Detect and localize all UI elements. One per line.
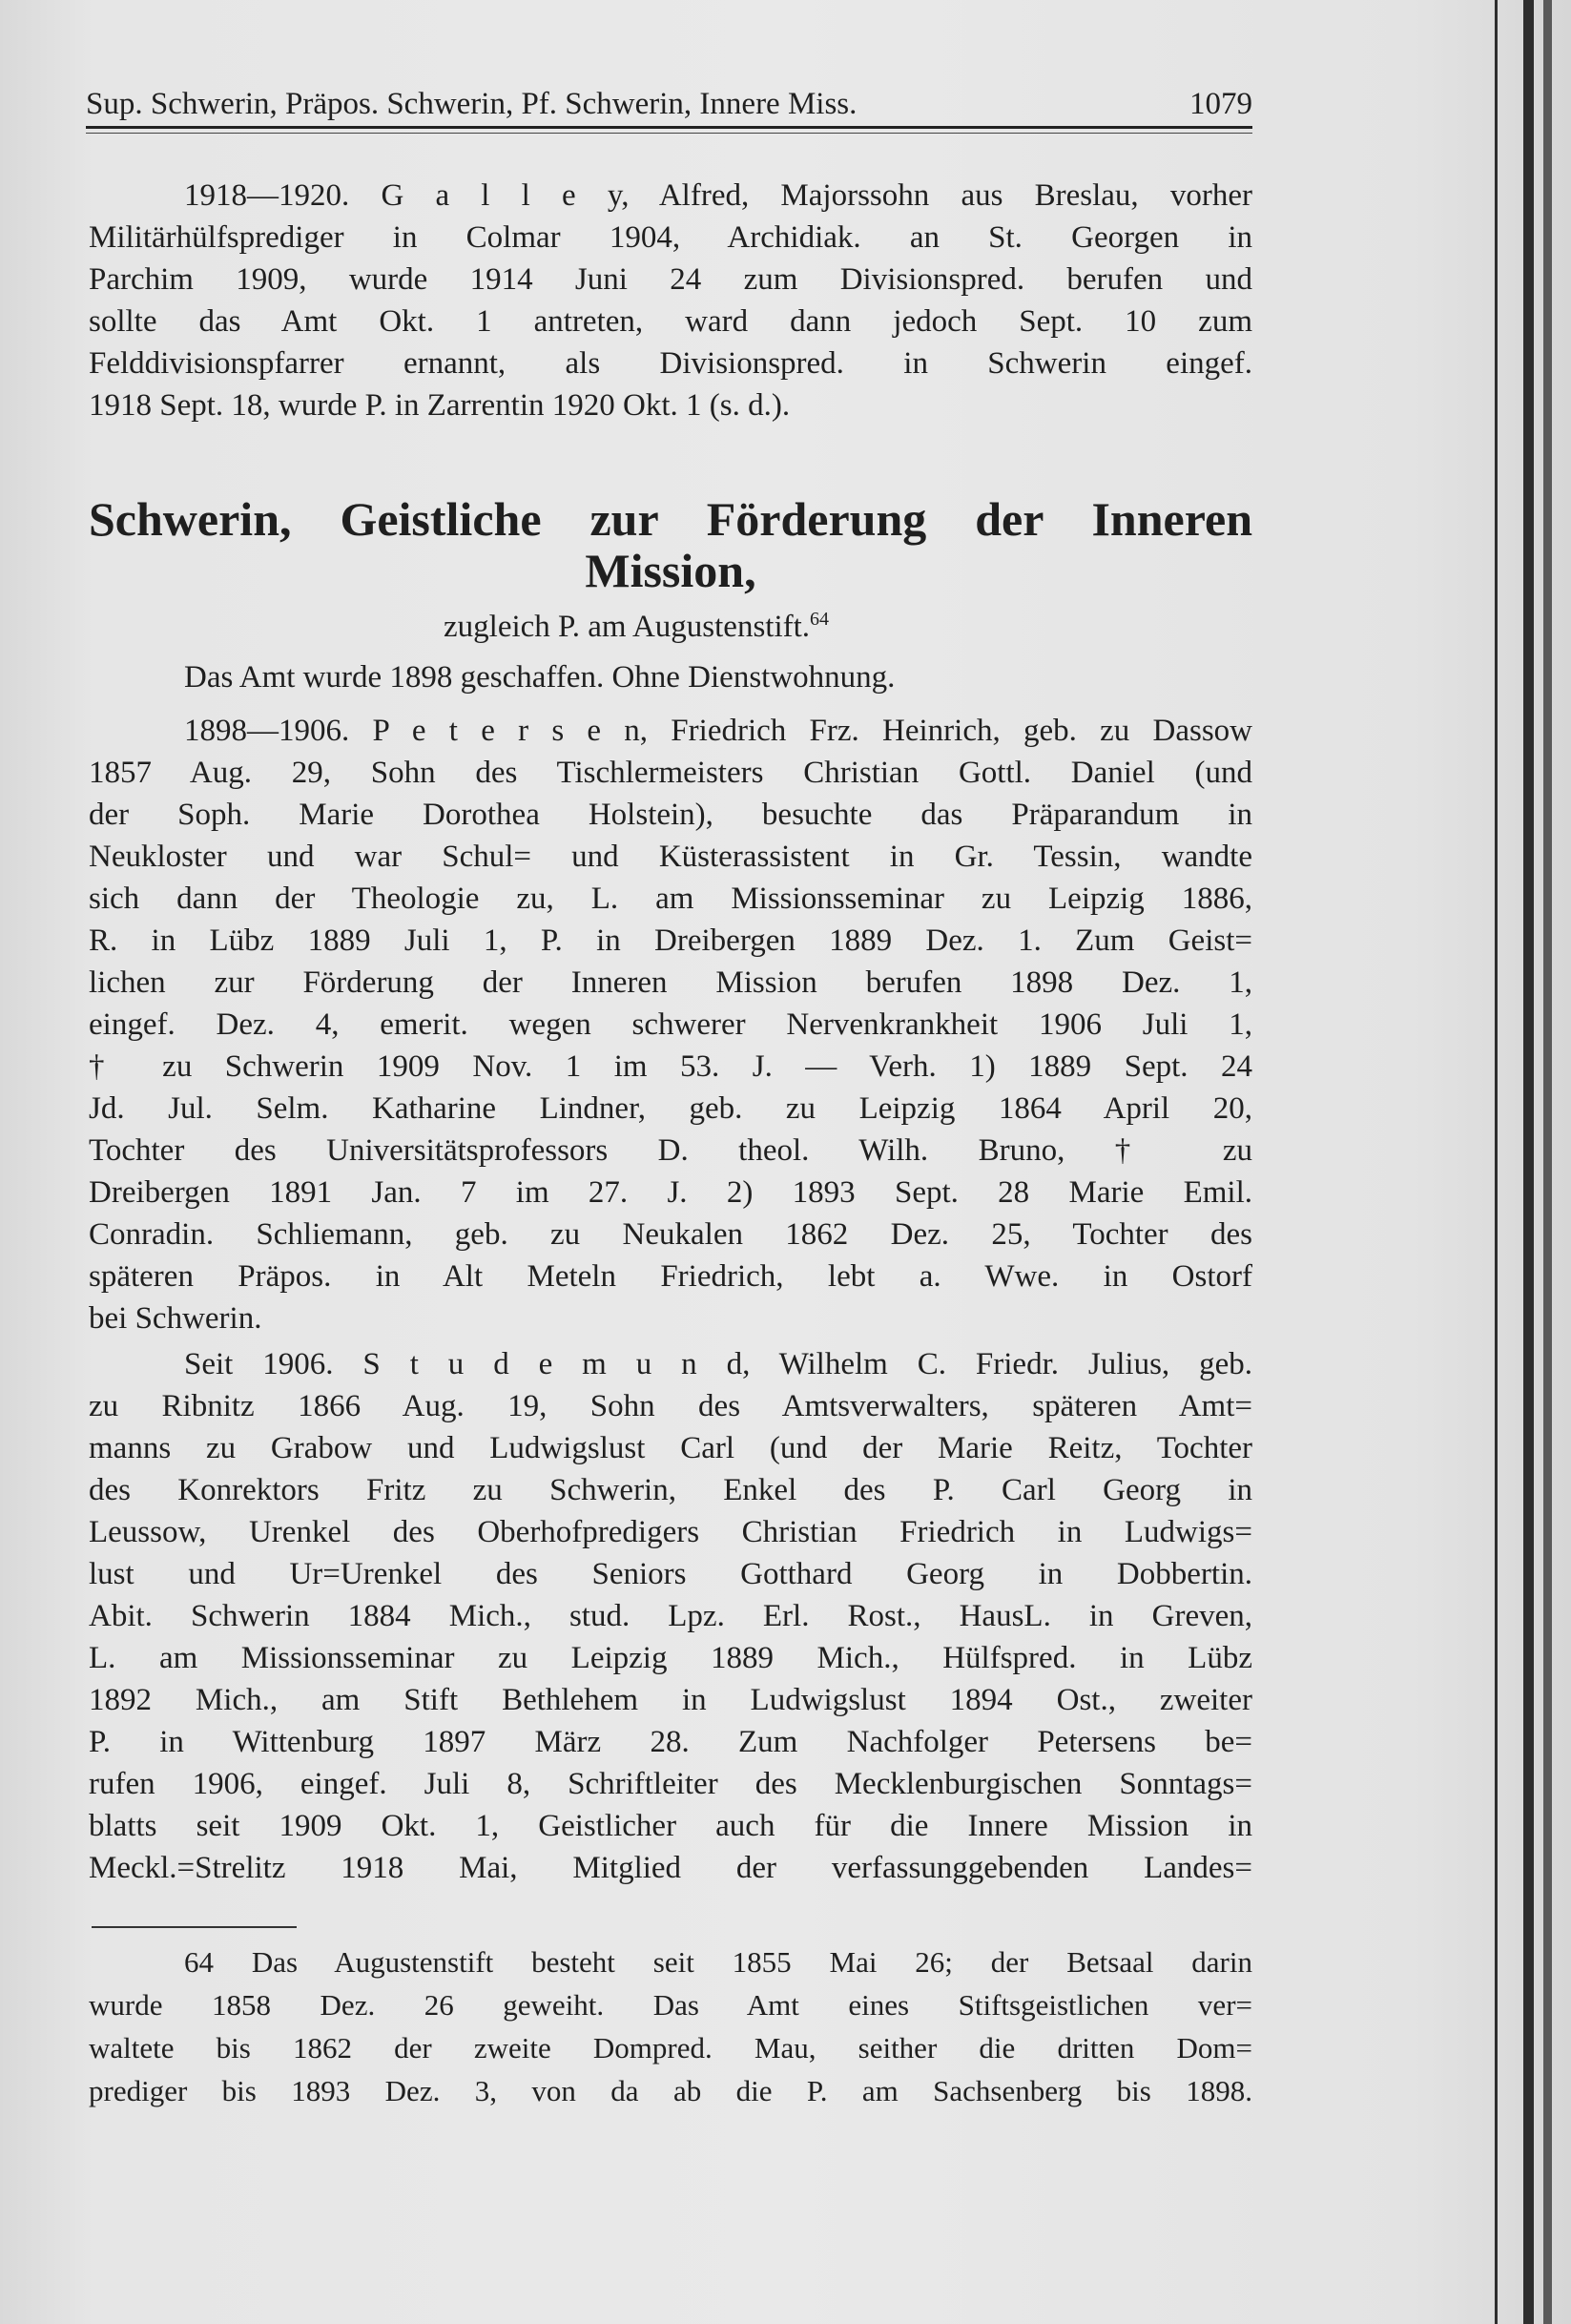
book-spine-edge [1523,0,1534,2324]
office-note [89,656,1252,698]
text-line: zu Ribnitz 1866 Aug. 19, Sohn des Amtsverwalters, späteren Amt= [89,1389,1252,1423]
page-number: 1079 [1189,87,1252,121]
text-line: bei Schwerin. [89,1301,262,1336]
text-line: Leussow, Urenkel des Oberhofpredigers Christian Friedrich in Ludwigs= [89,1515,1252,1549]
footnote-64 [89,1940,1252,2112]
page-edge-line [1495,0,1498,2324]
text-line: manns zu Grabow und Ludwigslust Carl (und der Marie Reitz, Tochter [89,1431,1252,1465]
text-line: prediger bis 1893 Dez. 3, von da ab die P. am Sachsenberg bis 1898. [89,2074,1252,2107]
subtitle-text: zugleich P. am Augustenstift. [444,610,811,644]
office-note-text: Das Amt wurde 1898 geschaffen. Ohne Dienstwohnung. [184,660,896,695]
footnote-rule [92,1926,297,1928]
book-cover-edge [1543,0,1552,2324]
text-line: Parchim 1909, wurde 1914 Juni 24 zum Divisionspred. berufen und [89,262,1252,297]
footnote-reference: 64 [810,609,830,630]
text-line: 1892 Mich., am Stift Bethlehem in Ludwigslust 1894 Ost., zweiter [89,1683,1252,1717]
section-heading [89,493,1252,596]
text-line: späteren Präpos. in Alt Meteln Friedrich, lebt a. Wwe. in Ostorf [89,1259,1252,1294]
paragraph-studemund [89,1343,1252,1889]
text-line: des Konrektors Fritz zu Schwerin, Enkel des P. Carl Georg in [89,1473,1252,1507]
text-line: 1857 Aug. 29, Sohn des Tischlermeisters Christian Gottl. Daniel (und [89,756,1252,790]
text-line: L. am Missionsseminar zu Leipzig 1889 Mich., Hülfspred. in Lübz [89,1641,1252,1675]
section-heading-line-1: Schwerin, Geistliche zur Förderung der Inneren [89,492,1252,546]
running-title: Sup. Schwerin, Präpos. Schwerin, Pf. Schwerin, Innere Miss. [86,87,858,121]
text-line: P. in Wittenburg 1897 März 28. Zum Nachfolger Petersens be= [89,1725,1252,1759]
text-line: Conradin. Schliemann, geb. zu Neukalen 1862 Dez. 25, Tochter des [89,1217,1252,1252]
text-line: Militärhülfsprediger in Colmar 1904, Archidiak. an St. Georgen in [89,220,1252,255]
text-line: Neukloster und war Schul= und Küsterassistent in Gr. Tessin, wandte [89,840,1252,874]
text-line: der Soph. Marie Dorothea Holstein), besuchte das Präparandum in [89,798,1252,832]
text-line: Meckl.=Strelitz 1918 Mai, Mitglied der verfassunggebenden Landes= [89,1851,1252,1885]
text-line: sich dann der Theologie zu, L. am Missionsseminar zu Leipzig 1886, [89,882,1252,916]
text-line: 1918 Sept. 18, wurde P. in Zarrentin 1920 Okt. 1 (s. d.). [89,388,791,423]
text-line: † zu Schwerin 1909 Nov. 1 im 53. J. — Verh. 1) 1889 Sept. 24 [89,1049,1252,1084]
text-line: rufen 1906, eingef. Juli 8, Schriftleiter des Mecklenburgischen Sonntags= [89,1767,1252,1801]
text-line: R. in Lübz 1889 Juli 1, P. in Dreibergen 1889 Dez. 1. Zum Geist= [89,923,1252,958]
text-line: blatts seit 1909 Okt. 1, Geistlicher auch für die Innere Mission in [89,1809,1252,1843]
text-line: 1918—1920. G a l l e y, Alfred, Majorssohn aus Breslau, vorher [184,178,1252,213]
header-rule-thin [86,133,1252,134]
text-line: 64 Das Augustenstift besteht seit 1855 Mai 26; der Betsaal darin [184,1945,1252,1979]
text-line: sollte das Amt Okt. 1 antreten, ward dann jedoch Sept. 10 zum [89,304,1252,339]
paragraph-petersen [89,710,1252,1339]
text-line: Tochter des Universitätsprofessors D. theol. Wilh. Bruno, † zu [89,1133,1252,1168]
text-line: Jd. Jul. Selm. Katharine Lindner, geb. zu Leipzig 1864 April 20, [89,1091,1252,1126]
text-line: Dreibergen 1891 Jan. 7 im 27. J. 2) 1893 Sept. 28 Marie Emil. [89,1175,1252,1210]
text-line: Felddivisionspfarrer ernannt, als Divisionspred. in Schwerin eingef. [89,346,1252,381]
header-rule [86,126,1252,129]
section-heading-line-2: Mission, [585,544,756,597]
text-line: lichen zur Förderung der Inneren Mission berufen 1898 Dez. 1, [89,965,1252,1000]
text-line: waltete bis 1862 der zweite Dompred. Mau, seither die dritten Dom= [89,2031,1252,2065]
text-line: 1898—1906. P e t e r s e n, Friedrich Frz. Heinrich, geb. zu Dassow [184,714,1252,748]
text-line: eingef. Dez. 4, emerit. wegen schwerer Nervenkrankheit 1906 Juli 1, [89,1007,1252,1042]
section-subtitle [444,609,829,645]
text-line: lust und Ur=Urenkel des Seniors Gotthard Georg in Dobbertin. [89,1557,1252,1591]
paragraph-galley [89,175,1252,426]
text-line: Abit. Schwerin 1884 Mich., stud. Lpz. Erl. Rost., HausL. in Greven, [89,1599,1252,1633]
text-line: Seit 1906. S t u d e m u n d, Wilhelm C. Friedr. Julius, geb. [184,1347,1252,1381]
text-line: wurde 1858 Dez. 26 geweiht. Das Amt eines Stiftsgeistlichen ver= [89,1988,1252,2022]
running-header [86,76,1252,122]
